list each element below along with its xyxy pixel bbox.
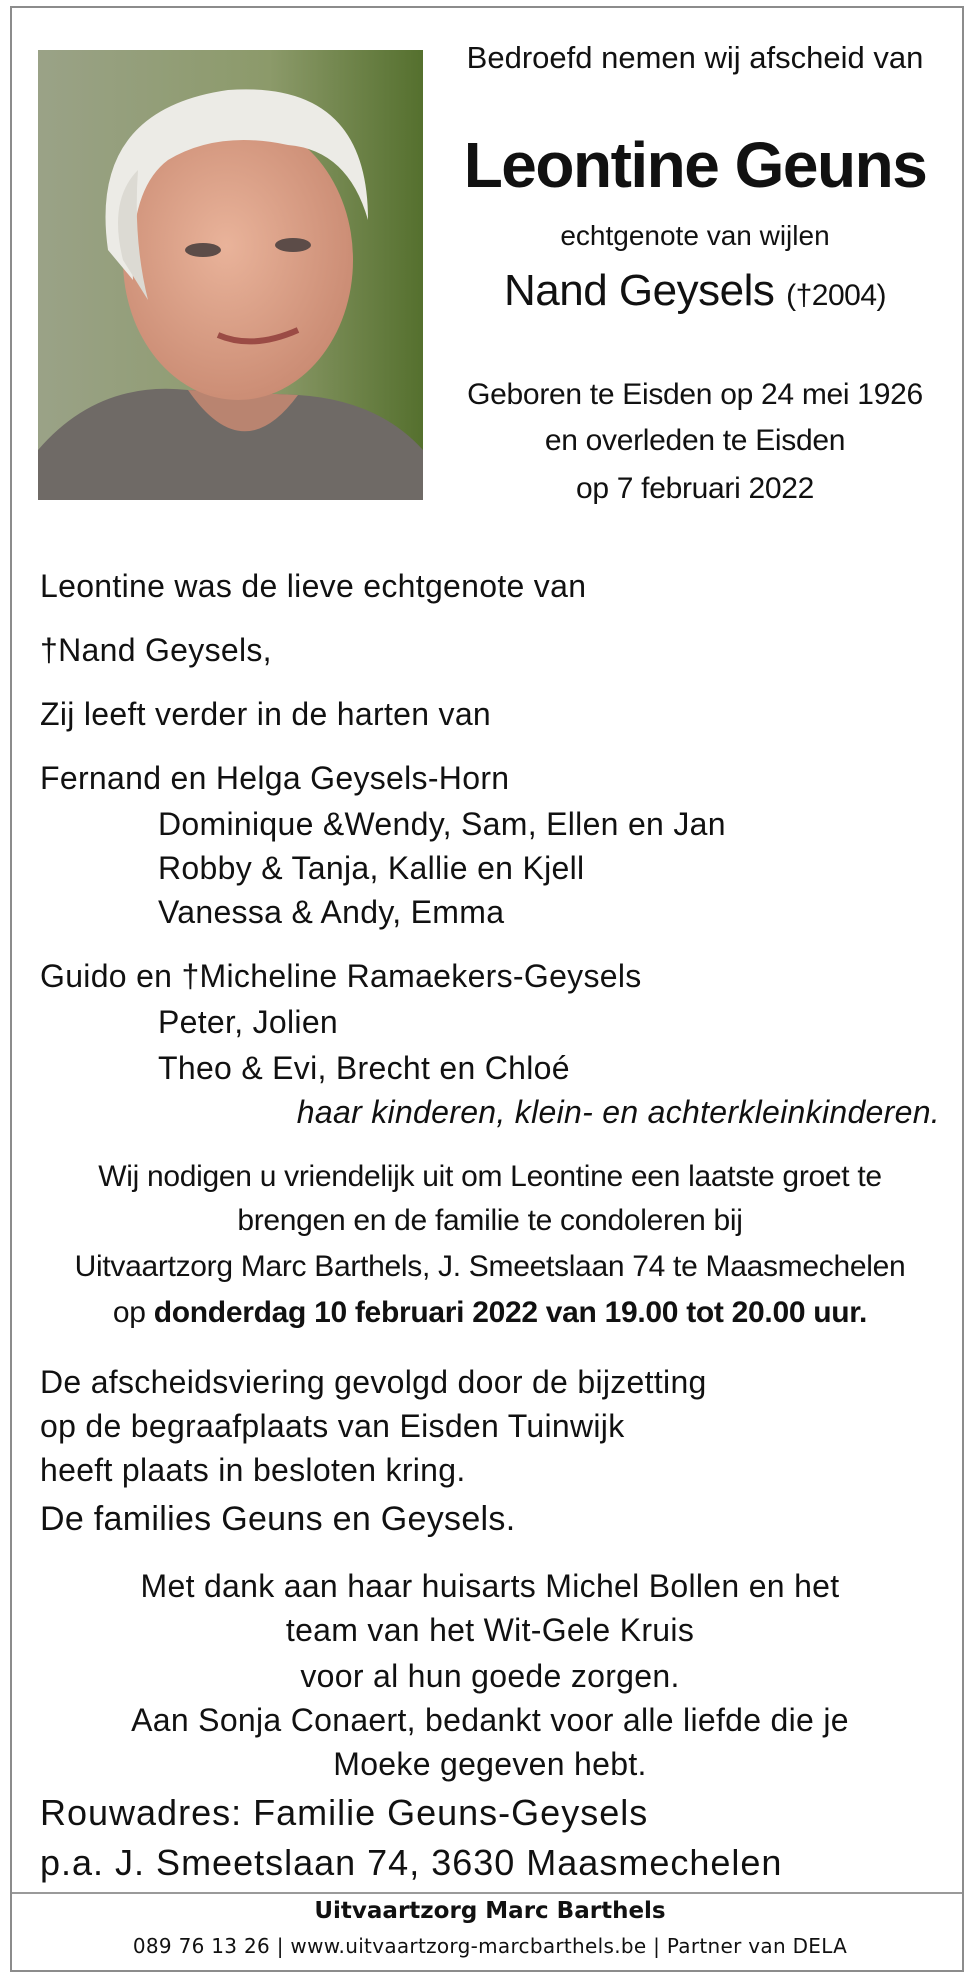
born-line: Geboren te Eisden op 24 mei 1926 bbox=[467, 378, 923, 411]
invitation-line-3: Uitvaartzorg Marc Barthels, J. Smeetslaan 74 te Maasmechelen bbox=[74, 1250, 906, 1283]
died-line-1: en overleden te Eisden bbox=[544, 424, 846, 457]
spouse-death: (†2004) bbox=[786, 279, 886, 312]
mourning-address-line-1: Rouwadres: Familie Geuns-Geysels bbox=[40, 1792, 649, 1833]
spouse-line bbox=[430, 266, 960, 316]
ceremony-line-1: De afscheidsviering gevolgd door de bijzetting bbox=[40, 1364, 707, 1400]
footer-contact bbox=[0, 1934, 980, 1958]
spouse-name: Nand Geysels bbox=[504, 266, 775, 315]
families-signature: De families Geuns en Geysels. bbox=[40, 1500, 516, 1538]
footer-phone: 089 76 13 26 bbox=[132, 1934, 271, 1958]
portrait-image bbox=[38, 50, 423, 500]
spouse-label: echtgenote van wijlen bbox=[560, 220, 830, 251]
thanks-line-5: Moeke gegeven hebt. bbox=[333, 1746, 647, 1782]
family-member: Theo & Evi, Brecht en Chloé bbox=[158, 1050, 570, 1086]
ceremony-line-2: op de begraafplaats van Eisden Tuinwijk bbox=[40, 1408, 625, 1444]
intro-text: Bedroefd nemen wij afscheid van bbox=[466, 40, 924, 75]
footer-company: Uitvaartzorg Marc Barthels bbox=[314, 1898, 666, 1924]
thanks-line-2: team van het Wit-Gele Kruis bbox=[285, 1612, 695, 1648]
thanks-line-3: voor al hun goede zorgen. bbox=[300, 1658, 680, 1694]
ceremony-line-3: heeft plaats in besloten kring. bbox=[40, 1452, 466, 1488]
family-member: Dominique &Wendy, Sam, Ellen en Jan bbox=[158, 806, 726, 842]
family-group-2-head: Guido en †Micheline Ramaekers-Geysels bbox=[40, 958, 642, 994]
footer-website-link[interactable]: www.uitvaartzorg-marcbarthels.be bbox=[290, 1934, 647, 1958]
body-line-3: Zij leeft verder in de harten van bbox=[40, 696, 492, 732]
invitation-date: donderdag 10 februari 2022 van 19.00 tot 20.00 uur. bbox=[153, 1296, 868, 1329]
footer-partner: Partner van DELA bbox=[666, 1934, 848, 1958]
invitation-line-1: Wij nodigen u vriendelijk uit om Leontine een laatste groet te bbox=[98, 1160, 882, 1193]
deceased-name: Leontine Geuns bbox=[463, 129, 927, 201]
footer-divider bbox=[12, 1892, 962, 1894]
died-line-2: op 7 februari 2022 bbox=[575, 472, 815, 505]
thanks-line-1: Met dank aan haar huisarts Michel Bollen en het bbox=[140, 1568, 840, 1604]
body-line-1: Leontine was de lieve echtgenote van bbox=[40, 568, 587, 604]
invitation-line-2: brengen en de familie te condoleren bij bbox=[237, 1204, 743, 1237]
family-member: Robby & Tanja, Kallie en Kjell bbox=[158, 850, 585, 886]
family-member: Vanessa & Andy, Emma bbox=[158, 894, 505, 930]
mourning-address-line-2: p.a. J. Smeetslaan 74, 3630 Maasmechelen bbox=[40, 1842, 783, 1883]
body-line-2: †Nand Geysels, bbox=[40, 632, 272, 668]
invitation-line-4 bbox=[0, 1296, 980, 1330]
family-signoff: haar kinderen, klein- en achterkleinkinderen. bbox=[296, 1094, 940, 1130]
footer-separator: | bbox=[276, 1934, 291, 1958]
thanks-line-4: Aan Sonja Conaert, bedankt voor alle liefde die je bbox=[131, 1702, 849, 1738]
invitation-date-prefix: op bbox=[112, 1296, 154, 1329]
portrait-photo bbox=[38, 50, 423, 500]
family-member: Peter, Jolien bbox=[158, 1004, 339, 1040]
family-group-1-head: Fernand en Helga Geysels-Horn bbox=[40, 760, 510, 796]
footer-separator: | bbox=[653, 1934, 667, 1958]
